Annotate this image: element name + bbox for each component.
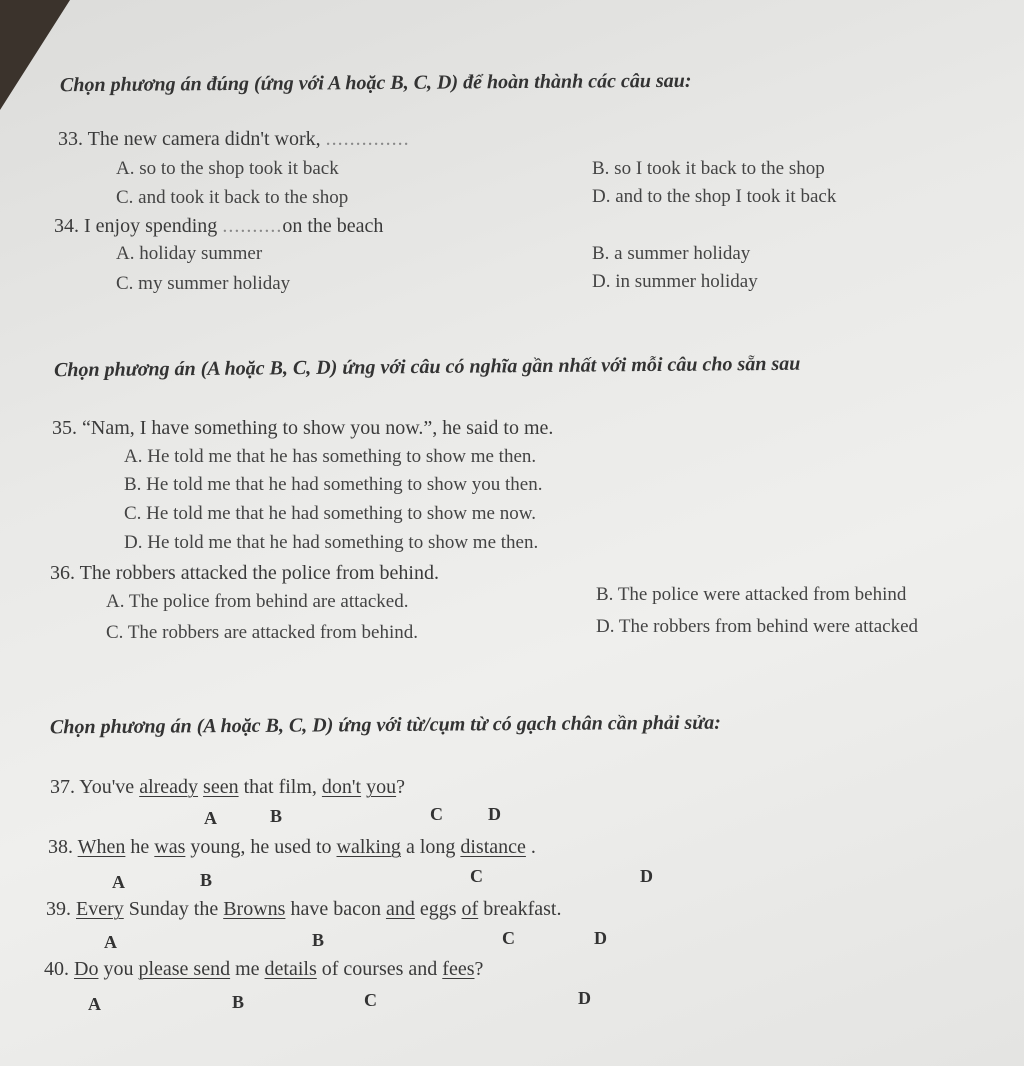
q40-text: 40.	[44, 958, 74, 980]
q39-underlined-b: Browns	[223, 898, 286, 920]
q37-label-d: D	[488, 804, 501, 824]
q40-underlined-a: Do	[74, 958, 99, 980]
q38-text: he	[125, 836, 155, 858]
q40-label-a: A	[88, 994, 101, 1014]
q36-option-d: D. The robbers from behind were attacked	[596, 616, 918, 637]
q39-label-c: C	[502, 928, 515, 948]
q33-option-b: B. so I took it back to the shop	[592, 158, 825, 179]
q36-option-a: A. The police from behind are attacked.	[106, 591, 409, 612]
question-33-blank: ..............	[325, 128, 410, 150]
section1-instruction: Chọn phương án đúng (ứng với A hoặc B, C, D) để hoàn thành các câu sau:	[59, 69, 692, 97]
q37-text: that film,	[238, 776, 322, 798]
q38-label-d: D	[640, 866, 653, 886]
q38-text: young, he used to	[185, 836, 337, 858]
q40-underlined-b: please send	[138, 958, 231, 980]
q38-underlined-a: When	[77, 836, 126, 858]
q40-label-b: B	[232, 992, 245, 1012]
q39-text: breakfast.	[478, 898, 562, 920]
q37-underlined-a: already	[139, 776, 199, 798]
question-33-text: 33. The new camera didn't work,	[58, 128, 321, 150]
q40-text: ?	[474, 958, 484, 980]
question-34-blank: ..........	[222, 215, 283, 237]
q39-text: eggs	[414, 898, 462, 920]
section2-instruction: Chọn phương án (A hoặc B, C, D) ứng với câu có nghĩa gần nhất với mỗi câu cho sẵn sau	[53, 352, 801, 382]
q39-text: Sunday the	[123, 898, 224, 920]
q38-text: a long	[400, 836, 461, 858]
section3-instruction: Chọn phương án (A hoặc B, C, D) ứng với từ/cụm từ có gạch chân cần phải sửa:	[49, 711, 721, 739]
q37-label-b: B	[270, 806, 283, 826]
q40-label-c: C	[364, 990, 377, 1010]
q33-option-c: C. and took it back to the shop	[116, 187, 349, 208]
q38-text: .	[525, 836, 536, 858]
question-34-text-start: 34. I enjoy spending	[54, 215, 218, 237]
q34-option-c: C. my summer holiday	[116, 273, 291, 294]
q40-label-d: D	[578, 988, 591, 1008]
q40-underlined-c: details	[264, 958, 317, 980]
q39-underlined-a: Every	[76, 898, 124, 920]
q37-underlined-d: you	[366, 776, 397, 798]
question-39-sentence	[46, 898, 561, 921]
q39-underlined-c: and	[385, 898, 415, 920]
question-40-sentence	[44, 958, 483, 981]
question-34-stem	[54, 215, 383, 238]
question-33-stem	[58, 128, 410, 151]
q38-text: 38.	[48, 836, 78, 858]
question-37-sentence	[50, 776, 405, 799]
question-38-sentence	[48, 836, 536, 859]
q35-option-a: A. He told me that he has something to show me then.	[124, 446, 537, 467]
q40-text: of courses and	[316, 958, 443, 980]
q36-option-b: B. The police were attacked from behind	[596, 584, 907, 605]
q37-label-a: A	[204, 808, 217, 828]
q39-text: 39.	[46, 898, 76, 920]
q40-underlined-d: fees	[442, 958, 475, 980]
q34-option-d: D. in summer holiday	[592, 271, 758, 292]
question-34-text-end: on the beach	[282, 215, 384, 237]
question-35-stem: 35. “Nam, I have something to show you now.”, he said to me.	[52, 417, 554, 439]
q39-label-a: A	[104, 932, 117, 952]
q39-label-b: B	[312, 930, 325, 950]
q37-underlined-b: seen	[203, 776, 239, 798]
q38-underlined-d: distance	[460, 836, 526, 858]
q37-label-c: C	[430, 804, 443, 824]
question-36-stem: 36. The robbers attacked the police from behind.	[50, 562, 439, 584]
q37-text: ?	[396, 776, 405, 798]
q39-label-d: D	[594, 928, 607, 948]
q35-option-c: C. He told me that he had something to show me now.	[124, 503, 536, 524]
q39-text: have bacon	[285, 898, 386, 920]
q38-label-c: C	[470, 866, 483, 886]
q33-option-d: D. and to the shop I took it back	[592, 186, 837, 207]
q40-text: me	[230, 958, 265, 980]
q34-option-a: A. holiday summer	[116, 243, 263, 264]
q38-label-b: B	[200, 870, 213, 890]
q34-option-b: B. a summer holiday	[592, 243, 751, 264]
q36-option-c: C. The robbers are attacked from behind.	[106, 622, 418, 643]
q37-text: 37. You've	[50, 776, 140, 798]
q33-option-a: A. so to the shop took it back	[116, 158, 339, 179]
q39-underlined-d: of	[461, 898, 479, 920]
q38-underlined-c: walking	[336, 836, 401, 858]
q37-underlined-c: don't	[321, 776, 362, 798]
q40-text: you	[98, 958, 139, 980]
q35-option-d: D. He told me that he had something to show me then.	[124, 532, 539, 553]
q35-option-b: B. He told me that he had something to show you then.	[124, 474, 543, 495]
q38-underlined-b: was	[154, 836, 186, 858]
q38-label-a: A	[112, 872, 125, 892]
